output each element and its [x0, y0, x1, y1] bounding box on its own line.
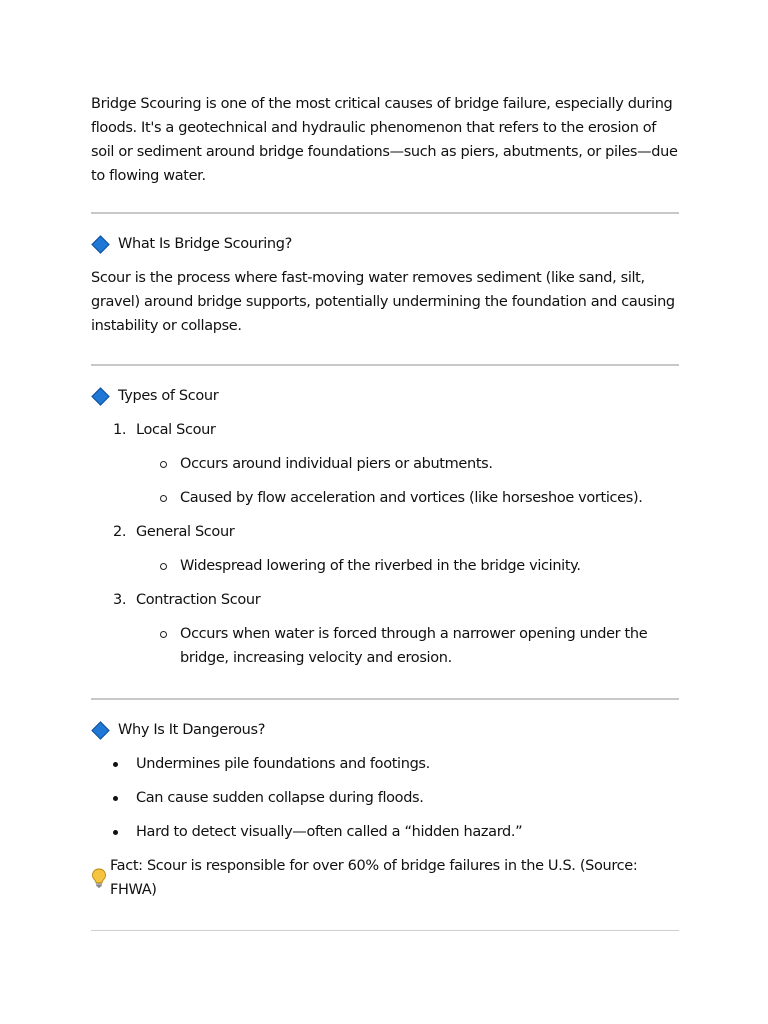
section-paragraph: Scour is the process where fast-moving water removes sediment (like sand, silt, gravel) around bridge supports, potentially undermining the foundation and causing instability or collapse. — [91, 270, 675, 334]
list-item-label: General Scour — [136, 524, 235, 540]
list-number: 3. — [113, 592, 127, 608]
bullet-dot-icon — [111, 752, 136, 776]
types-list — [91, 418, 679, 670]
list-item — [91, 418, 679, 442]
sub-list-item — [91, 622, 679, 670]
list-item — [91, 786, 679, 810]
section-divider — [91, 930, 679, 931]
bullet-dot-icon — [111, 786, 136, 810]
blue-diamond-icon — [91, 387, 109, 405]
section-heading-what-is — [91, 232, 679, 256]
list-item — [91, 588, 679, 612]
list-item-text: Undermines pile foundations and footings. — [136, 756, 430, 772]
sub-list-item — [91, 452, 679, 476]
circle-bullet-icon — [158, 486, 180, 510]
section-heading-text: Types of Scour — [118, 388, 219, 404]
list-number: 1. — [113, 422, 127, 438]
intro-paragraph: Bridge Scouring is one of the most critical causes of bridge failure, especially during floods. It's a geotechnical and hydraulic phenomenon that refers to the erosion of soil or sediment around bridge foundations—such as piers, abutments, or piles—due to flowing water. — [91, 96, 678, 184]
list-item — [91, 752, 679, 776]
list-item-label: Local Scour — [136, 422, 216, 438]
list-number: 2. — [113, 524, 127, 540]
sub-list-text: Occurs when water is forced through a narrower opening under the bridge, increasing velocity and erosion. — [180, 626, 648, 666]
blue-diamond-icon — [91, 721, 109, 739]
document-body — [91, 92, 679, 931]
lightbulb-icon — [91, 868, 107, 888]
sub-list-item — [91, 486, 679, 510]
circle-bullet-icon — [158, 452, 180, 476]
sub-list-text: Caused by flow acceleration and vortices (like horseshoe vortices). — [180, 490, 643, 506]
list-item-text: Can cause sudden collapse during floods. — [136, 790, 424, 806]
sub-list-text: Occurs around individual piers or abutments. — [180, 456, 493, 472]
blue-diamond-icon — [91, 235, 109, 253]
list-item-label: Contraction Scour — [136, 592, 261, 608]
circle-bullet-icon — [158, 622, 180, 670]
list-item — [91, 820, 679, 844]
sub-list-text: Widespread lowering of the riverbed in the bridge vicinity. — [180, 558, 581, 574]
fact-text: Fact: Scour is responsible for over 60% of bridge failures in the U.S. (Source: FHWA) — [110, 858, 638, 898]
fact-callout — [91, 854, 679, 902]
section-divider — [91, 212, 679, 214]
list-item-text: Hard to detect visually—often called a “hidden hazard.” — [136, 824, 523, 840]
bullet-dot-icon — [111, 820, 136, 844]
sub-list-item — [91, 554, 679, 578]
section-heading-text: What Is Bridge Scouring? — [118, 236, 292, 252]
section-heading-types — [91, 384, 679, 408]
list-item — [91, 520, 679, 544]
danger-list — [91, 752, 679, 844]
section-divider — [91, 698, 679, 700]
section-heading-dangerous — [91, 718, 679, 742]
circle-bullet-icon — [158, 554, 180, 578]
section-divider — [91, 364, 679, 366]
section-heading-text: Why Is It Dangerous? — [118, 722, 266, 738]
